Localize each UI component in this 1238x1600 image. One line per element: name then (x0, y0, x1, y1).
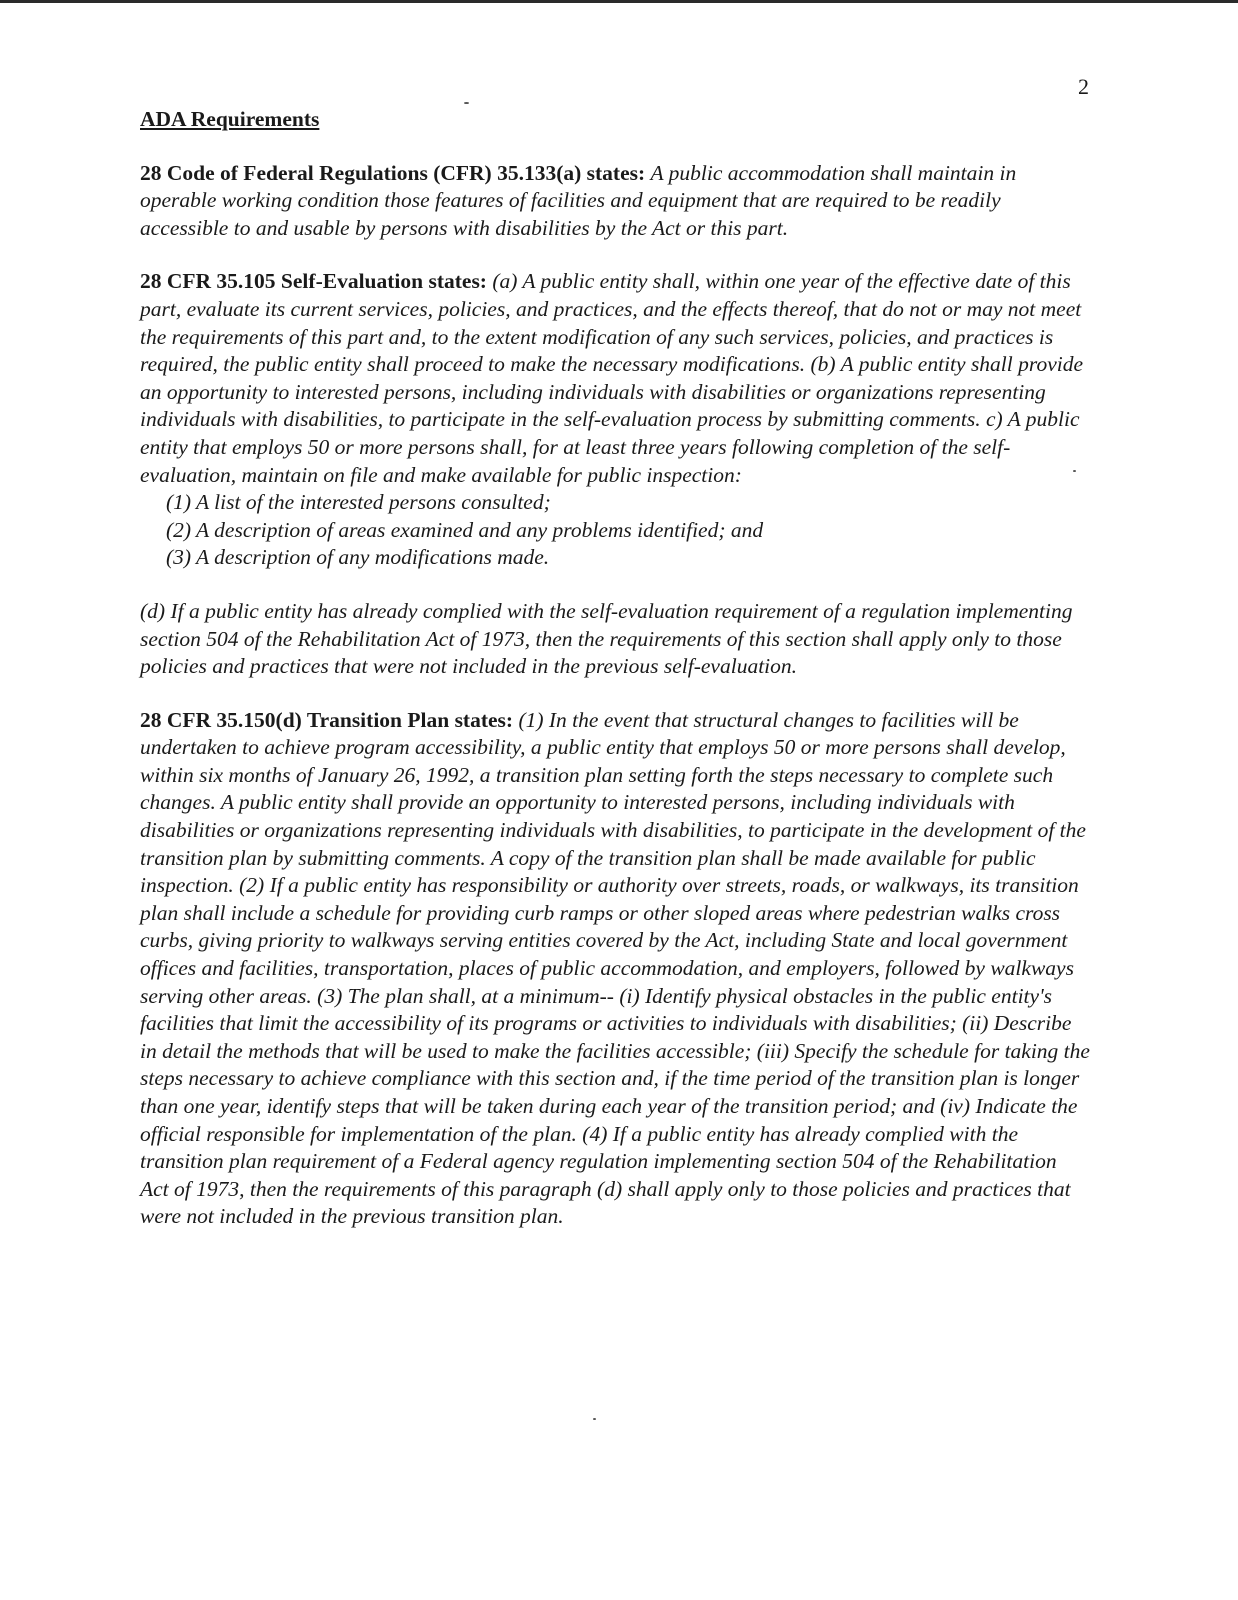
section-35-105 (140, 268, 1090, 489)
scan-speck (464, 102, 469, 104)
section-label: 28 CFR 35.150(d) Transition Plan states: (140, 707, 519, 732)
list-item: (3) A description of any modifications made. (166, 545, 550, 570)
section-text: (a) A public entity shall, within one year of the effective date of this part, evaluate its current services, policies, and practices, and the effects thereof, that do not or may not meet the requirements of this part and, to the extent modification of any such services, policies, and practices is required, the public entity shall proceed to make the necessary modifications. (b) A public entity shall provide an opportunity to interested persons, including individuals with disabilities or organizations representing individuals with disabilities, to participate in the self-evaluation process by submitting comments. c) A public entity that employs 50 or more persons shall, for at least three years following completion of the self-evaluation, maintain on file and make available for public inspection: (140, 269, 1084, 487)
section-35-150-d (140, 707, 1090, 1231)
section-text: A public accommodation shall maintain in operable working condition those features of facilities and equipment that are required to be readily accessible to and usable by persons with disabilities by the Act or this part. (140, 160, 1017, 240)
scan-speck (593, 1418, 596, 1420)
scan-speck (1073, 470, 1076, 472)
document-body (140, 106, 1090, 1257)
page-heading: ADA Requirements (140, 107, 320, 131)
list-item: (1) A list of the interested persons consulted; (166, 490, 551, 515)
section-text: (1) In the event that structural changes to facilities will be undertaken to achieve program accessibility, a public entity that employs 50 or more persons shall develop, within six months of January 26, 1992, a transition plan setting forth the steps necessary to complete such changes. A public entity shall provide an opportunity to interested persons, including individuals with disabilities or organizations representing individuals with disabilities, to participate in the development of the transition plan by submitting comments. A copy of the transition plan shall be made available for public inspection. (2) If a public entity has responsibility or authority over streets, roads, or walkways, its transition plan shall include a schedule for providing curb ramps or other sloped areas where pedestrian walks cross curbs, giving priority to walkways serving entities covered by the Act, including State and local government offices and facilities, transportation, places of public accommodation, and employers, followed by walkways serving other areas. (3) The plan shall, at a minimum-- (i) Identify physical obstacles in the public entity's facilities that limit the accessibility of its programs or activities to individuals with disabilities; (ii) Describe in detail the methods that will be used to make the facilities accessible; (iii) Specify the schedule for taking the steps necessary to achieve compliance with this section and, if the time period of the transition plan is longer than one year, identify steps that will be taken during each year of the transition period; and (iv) Indicate the official responsible for implementation of the plan. (4) If a public entity has already complied with the transition plan requirement of a Federal agency regulation implementing section 504 of the Rehabilitation Act of 1973, then the requirements of this paragraph (d) shall apply only to those policies and practices that were not included in the previous transition plan. (140, 707, 1090, 1229)
list-item: (2) A description of areas examined and any problems identified; and (166, 517, 764, 542)
section-label: 28 CFR 35.105 Self-Evaluation states: (140, 269, 493, 294)
section-label: 28 Code of Federal Regulations (CFR) 35.133(a) states: (140, 160, 651, 185)
section-35-105-d: (d) If a public entity has already complied with the self-evaluation requirement of a regulation implementing section 504 of the Rehabilitation Act of 1973, then the requirements of this section shall apply only to those policies and practices that were not included in the previous self-evaluation. (140, 598, 1073, 679)
page-number: 2 (1078, 74, 1089, 99)
inspection-list (166, 489, 1090, 572)
section-35-133 (140, 160, 1090, 243)
scan-edge (0, 0, 1238, 3)
